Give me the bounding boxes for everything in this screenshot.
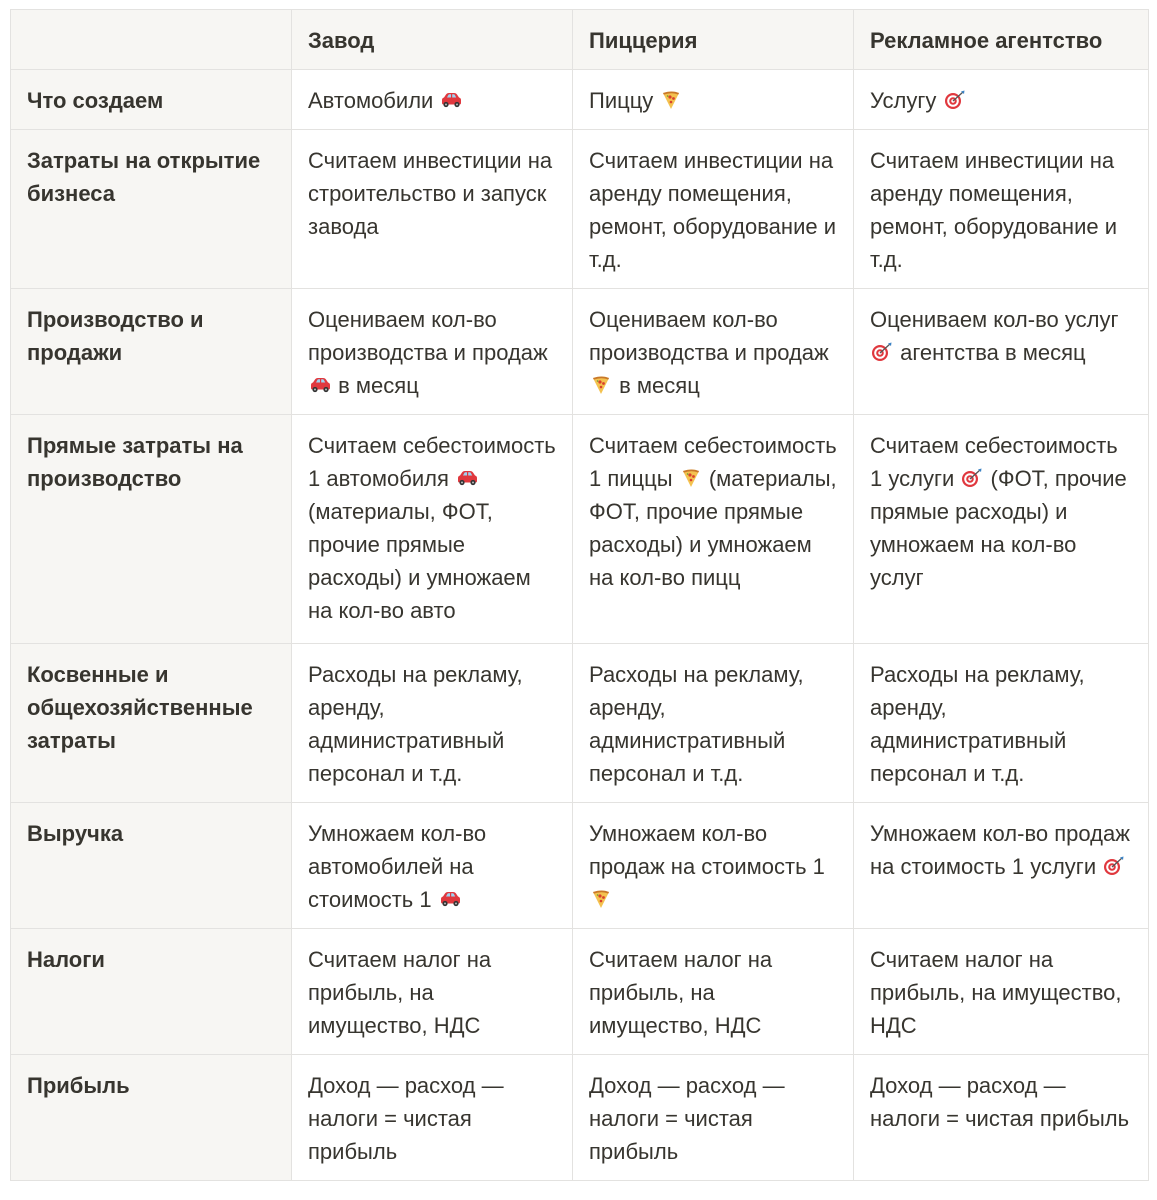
table-cell <box>292 289 573 415</box>
cell-text: (материалы, ФОТ, прочие прямые расходы) и умножаем на кол-во пицц <box>589 466 837 590</box>
table-cell: Доход — расход — налоги = чистая прибыль <box>573 1055 854 1181</box>
table-row <box>11 70 1149 130</box>
cell-text: Услугу <box>870 88 937 113</box>
row-label: Затраты на открытие бизнеса <box>11 130 292 289</box>
table-body <box>11 70 1149 1181</box>
table-row <box>11 289 1149 415</box>
pizza-icon <box>589 889 613 909</box>
table-cell: Расходы на рекламу, аренду, административный персонал и т.д. <box>573 644 854 803</box>
row-label: Прямые затраты на производство <box>11 415 292 644</box>
cell-text: Считаем себестоимость 1 автомобиля <box>308 433 556 491</box>
table-cell <box>573 415 854 644</box>
table-cell: Доход — расход — налоги = чистая прибыль <box>854 1055 1149 1181</box>
table-cell <box>573 289 854 415</box>
row-label: Косвенные и общехозяйственные затраты <box>11 644 292 803</box>
cell-text: агентства в месяц <box>900 340 1086 365</box>
header-corner-cell <box>11 10 292 70</box>
header-factory: Завод <box>292 10 573 70</box>
row-label: Производство и продажи <box>11 289 292 415</box>
row-label: Прибыль <box>11 1055 292 1181</box>
table-cell: Считаем инвестиции на строительство и запуск завода <box>292 130 573 289</box>
table-cell <box>573 803 854 929</box>
cell-text: Пиццу <box>589 88 654 113</box>
header-pizzeria: Пиццерия <box>573 10 854 70</box>
car-icon <box>455 468 479 488</box>
table-cell <box>854 415 1149 644</box>
row-label: Что создаем <box>11 70 292 130</box>
cell-text: Оцениваем кол-во услуг <box>870 307 1119 332</box>
cell-text: Умножаем кол-во продаж на стоимость 1 услуги <box>870 821 1130 879</box>
target-icon <box>870 342 894 362</box>
cell-text: Оцениваем кол-во производства и продаж <box>589 307 829 365</box>
pizza-icon <box>589 375 613 395</box>
table-cell <box>573 70 854 130</box>
table-row <box>11 644 1149 803</box>
table-cell: Считаем налог на прибыль, на имущество, НДС <box>573 929 854 1055</box>
header-row <box>11 10 1149 70</box>
comparison-table-container <box>10 9 1149 1181</box>
row-label: Налоги <box>11 929 292 1055</box>
table-cell <box>292 415 573 644</box>
table-row <box>11 415 1149 644</box>
table-row <box>11 803 1149 929</box>
table-cell <box>854 70 1149 130</box>
cell-text: Считаем себестоимость 1 услуги <box>870 433 1118 491</box>
car-icon <box>438 889 462 909</box>
table-cell: Считаем налог на прибыль, на имущество, НДС <box>854 929 1149 1055</box>
header-ad-agency: Рекламное агентство <box>854 10 1149 70</box>
table-cell: Считаем налог на прибыль, на имущество, НДС <box>292 929 573 1055</box>
table-cell: Расходы на рекламу, аренду, административный персонал и т.д. <box>854 644 1149 803</box>
cell-text: Умножаем кол-во автомобилей на стоимость 1 <box>308 821 487 912</box>
table-row <box>11 1055 1149 1181</box>
car-icon <box>308 375 332 395</box>
table-cell: Считаем инвестиции на аренду помещения, ремонт, оборудование и т.д. <box>573 130 854 289</box>
target-icon <box>960 468 984 488</box>
table-row <box>11 130 1149 289</box>
table-cell <box>292 803 573 929</box>
table-header <box>11 10 1149 70</box>
cell-text: в месяц <box>619 373 700 398</box>
cell-text: Считаем себестоимость 1 пиццы <box>589 433 837 491</box>
cell-text: (материалы, ФОТ, прочие прямые расходы) и умножаем на кол-во авто <box>308 499 531 623</box>
comparison-table <box>10 9 1149 1181</box>
pizza-icon <box>679 468 703 488</box>
table-cell <box>854 803 1149 929</box>
target-icon <box>943 90 967 110</box>
cell-text: в месяц <box>338 373 419 398</box>
pizza-icon <box>659 90 683 110</box>
target-icon <box>1102 856 1126 876</box>
row-label: Выручка <box>11 803 292 929</box>
cell-text: Умножаем кол-во продаж на стоимость 1 <box>589 821 825 879</box>
cell-text: (ФОТ, прочие прямые расходы) и умножаем на кол-во услуг <box>870 466 1127 590</box>
table-cell: Расходы на рекламу, аренду, административный персонал и т.д. <box>292 644 573 803</box>
table-cell <box>854 289 1149 415</box>
cell-text: Оцениваем кол-во производства и продаж <box>308 307 548 365</box>
table-cell <box>292 70 573 130</box>
car-icon <box>439 90 463 110</box>
table-row <box>11 929 1149 1055</box>
table-cell: Считаем инвестиции на аренду помещения, ремонт, оборудование и т.д. <box>854 130 1149 289</box>
table-cell: Доход — расход — налоги = чистая прибыль <box>292 1055 573 1181</box>
cell-text: Автомобили <box>308 88 434 113</box>
